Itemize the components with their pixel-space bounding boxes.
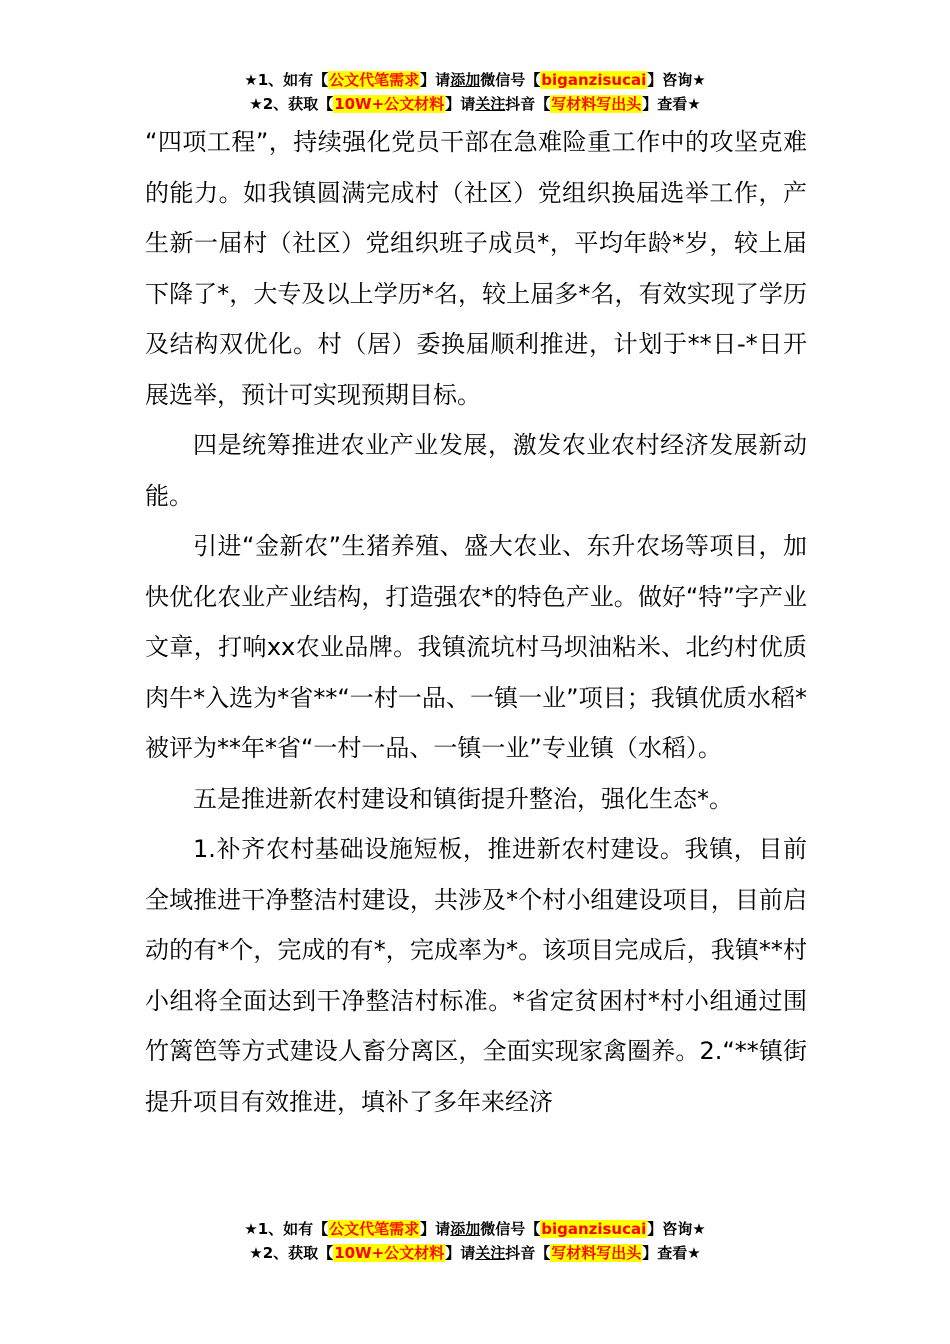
banner-line-1: ★1、如有【公文代笔需求】请添加微信号【biganzisucai】咨询★: [244, 71, 706, 89]
banner-highlight: biganzisucai: [541, 1220, 647, 1238]
header-banner: [0, 68, 950, 116]
banner-highlight: 10W+公文材料: [334, 95, 445, 113]
banner-line-2: ★2、获取【10W+公文材料】请关注抖音【写材料写出头】查看★: [249, 1244, 701, 1262]
paragraph-heading-four: 四是统筹推进农业产业发展，激发农业农村经济发展新动能。: [145, 431, 807, 510]
banner-line-1: ★1、如有【公文代笔需求】请添加微信号【biganzisucai】咨询★: [244, 1220, 706, 1238]
banner-highlight: 写材料写出头: [551, 1244, 642, 1262]
banner-highlight: 公文代笔需求: [329, 1220, 420, 1238]
banner-line-2: ★2、获取【10W+公文材料】请关注抖音【写材料写出头】查看★: [249, 95, 701, 113]
paragraph-continuation: “四项工程”，持续强化党员干部在急难险重工作中的攻坚克难的能力。如我镇圆满完成村（社区）党组织换届选举工作，产生新一届村（社区）党组织班子成员*，平均年龄*岁，较上届下降了*，大专及以上学历*名，较上届多*名，有效实现了学历及结构双优化。村（居）委换届顺利推进，计划于**日-*日开展选举，预计可实现预期目标。: [145, 128, 807, 409]
paragraph: 1.补齐农村基础设施短板，推进新农村建设。我镇，目前全域推进干净整洁村建设，共涉及*个村小组建设项目，目前启动的有*个，完成的有*，完成率为*。该项目完成后，我镇**村小组将全面达到干净整洁村标准。*省定贫困村*村小组通过围竹篱笆等方式建设人畜分离区，全面实现家禽圈养。2.“**镇街提升项目有效推进，填补了多年来经济: [145, 835, 807, 1116]
document-body: [145, 117, 807, 1127]
paragraph-heading-five: 五是推进新农村建设和镇街提升整治，强化生态*。: [193, 784, 733, 813]
banner-highlight: 写材料写出头: [551, 95, 642, 113]
banner-highlight: 10W+公文材料: [334, 1244, 445, 1262]
footer-banner: [0, 1217, 950, 1265]
banner-highlight: 公文代笔需求: [329, 71, 420, 89]
paragraph: 引进“金新农”生猪养殖、盛大农业、东升农场等项目，加快优化农业产业结构，打造强农*的特色产业。做好“特”字产业文章，打响xx农业品牌。我镇流坑村马坝油粘米、北约村优质肉牛*入选为*省**“一村一品、一镇一业”项目；我镇优质水稻*被评为**年*省“一村一品、一镇一业”专业镇（水稻）。: [145, 532, 807, 762]
banner-highlight: biganzisucai: [541, 71, 647, 89]
